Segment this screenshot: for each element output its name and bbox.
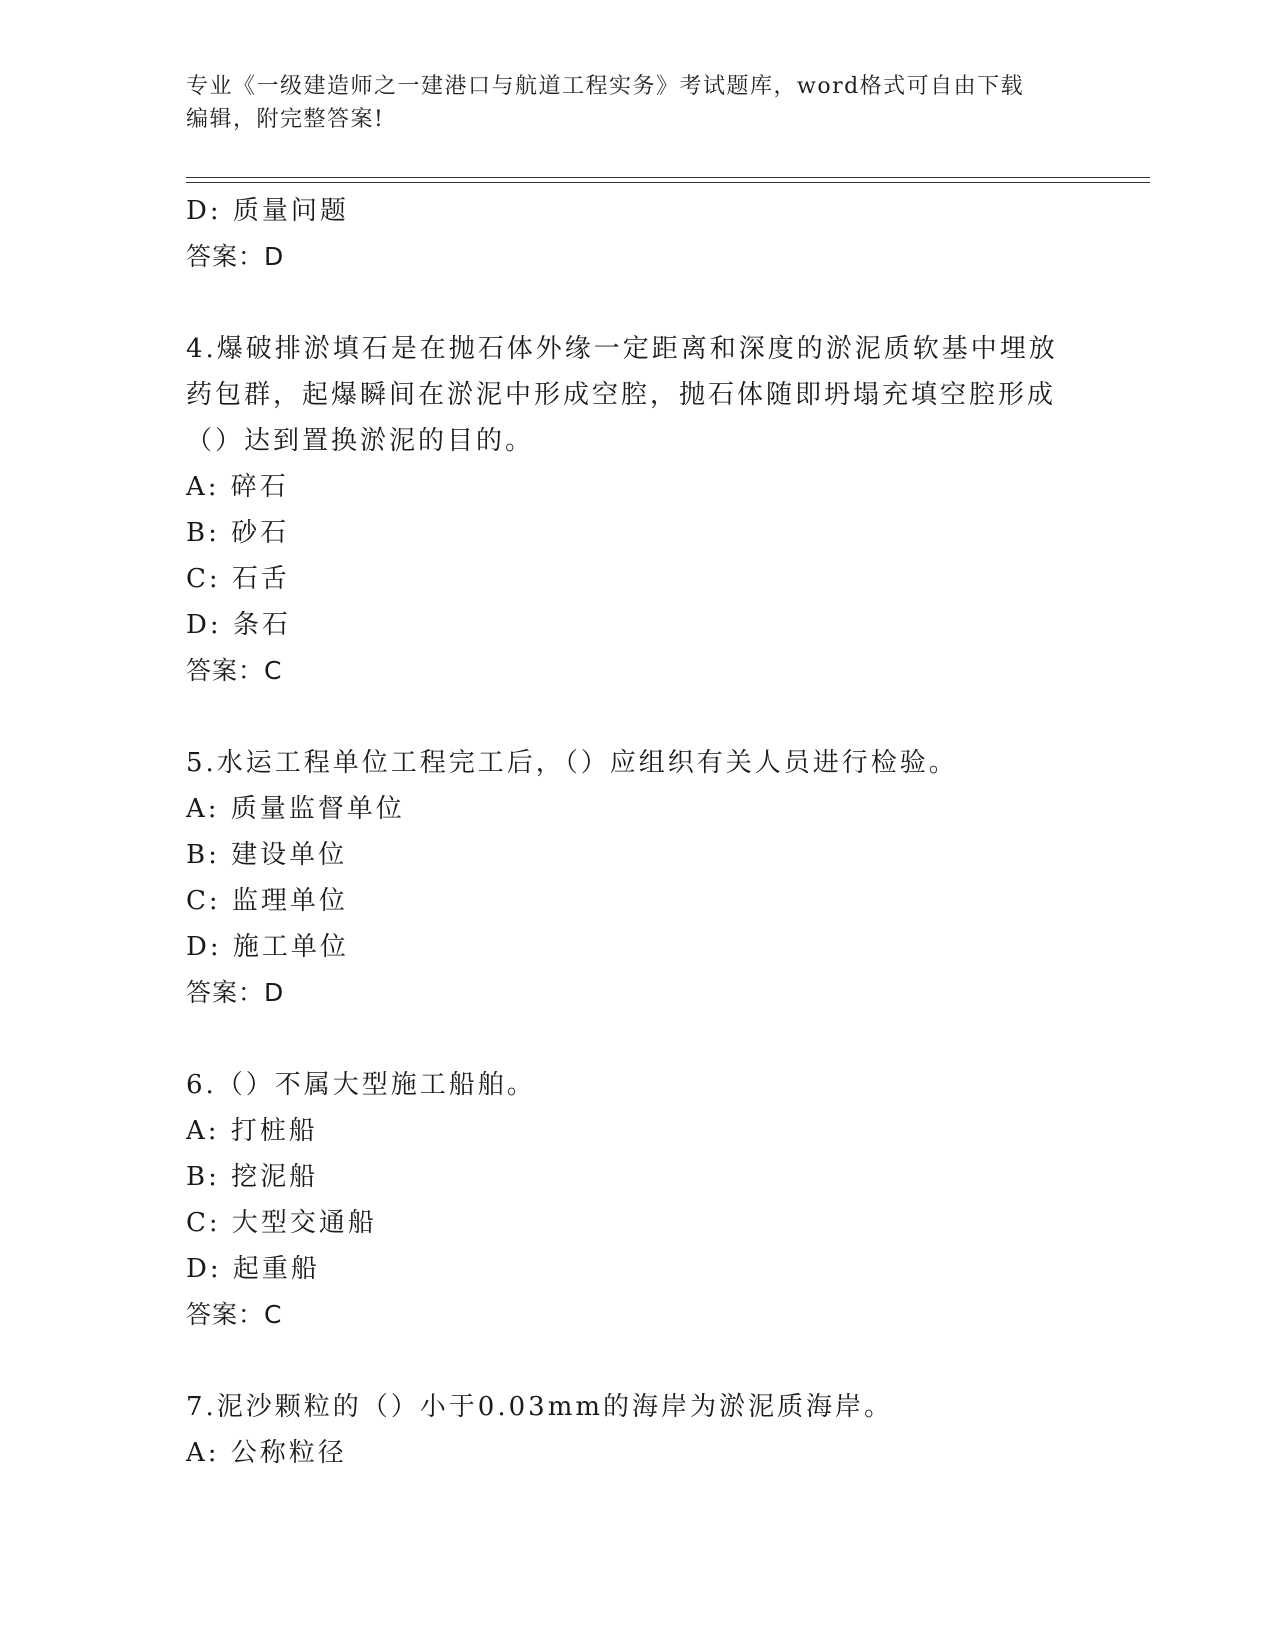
header-rule-top (186, 177, 1150, 178)
answer: 答案：C (186, 1300, 283, 1329)
option-a: A: 打桩船 (186, 1116, 318, 1146)
question-stem-line: 5.水运工程单位工程完工后，（）应组织有关人员进行检验。 (186, 748, 958, 778)
option-d: D: 施工单位 (186, 932, 349, 962)
question-block (186, 740, 1066, 1016)
header-rule-bottom (186, 182, 1150, 183)
option-c: C: 石舌 (186, 564, 290, 594)
option-a: A: 质量监督单位 (186, 794, 405, 824)
option-b: B: 建设单位 (186, 840, 348, 870)
spacer (186, 1338, 1066, 1384)
header-line-2: 编辑，附完整答案! (186, 107, 385, 132)
document-header (186, 70, 1086, 136)
option-c: C: 监理单位 (186, 886, 348, 916)
question-stem-line: （）达到置换淤泥的目的。 (186, 426, 535, 456)
answer: 答案：C (186, 656, 283, 685)
question-content (186, 188, 1066, 1476)
question-stem-line: 6.（）不属大型施工船舶。 (186, 1070, 536, 1100)
option-d: D: 起重船 (186, 1254, 320, 1284)
option-b: B: 砂石 (186, 518, 290, 548)
prev-answer: 答案：D (186, 242, 285, 271)
option-a: A: 公称粒径 (186, 1438, 347, 1468)
option-c: C: 大型交通船 (186, 1208, 377, 1238)
header-line-1: 专业《一级建造师之一建港口与航道工程实务》考试题库，word格式可自由下载 (186, 74, 1025, 99)
option-d: D: 条石 (186, 610, 291, 640)
option-b: B: 挖泥船 (186, 1162, 319, 1192)
spacer (186, 280, 1066, 326)
question-block (186, 326, 1066, 694)
spacer (186, 1016, 1066, 1062)
spacer (186, 694, 1066, 740)
prev-option-d: D: 质量问题 (186, 196, 349, 226)
question-stem-line: 药包群，起爆瞬间在淤泥中形成空腔，抛石体随即坍塌充填空腔形成 (186, 380, 1057, 410)
question-block (186, 1062, 1066, 1338)
answer: 答案：D (186, 978, 285, 1007)
question-stem-line: 4.爆破排淤填石是在抛石体外缘一定距离和深度的淤泥质软基中埋放 (186, 334, 1058, 364)
question-stem-line: 7.泥沙颗粒的（）小于0.03mm的海岸为淤泥质海岸。 (186, 1392, 894, 1422)
question-block (186, 1384, 1066, 1476)
option-a: A: 碎石 (186, 472, 289, 502)
